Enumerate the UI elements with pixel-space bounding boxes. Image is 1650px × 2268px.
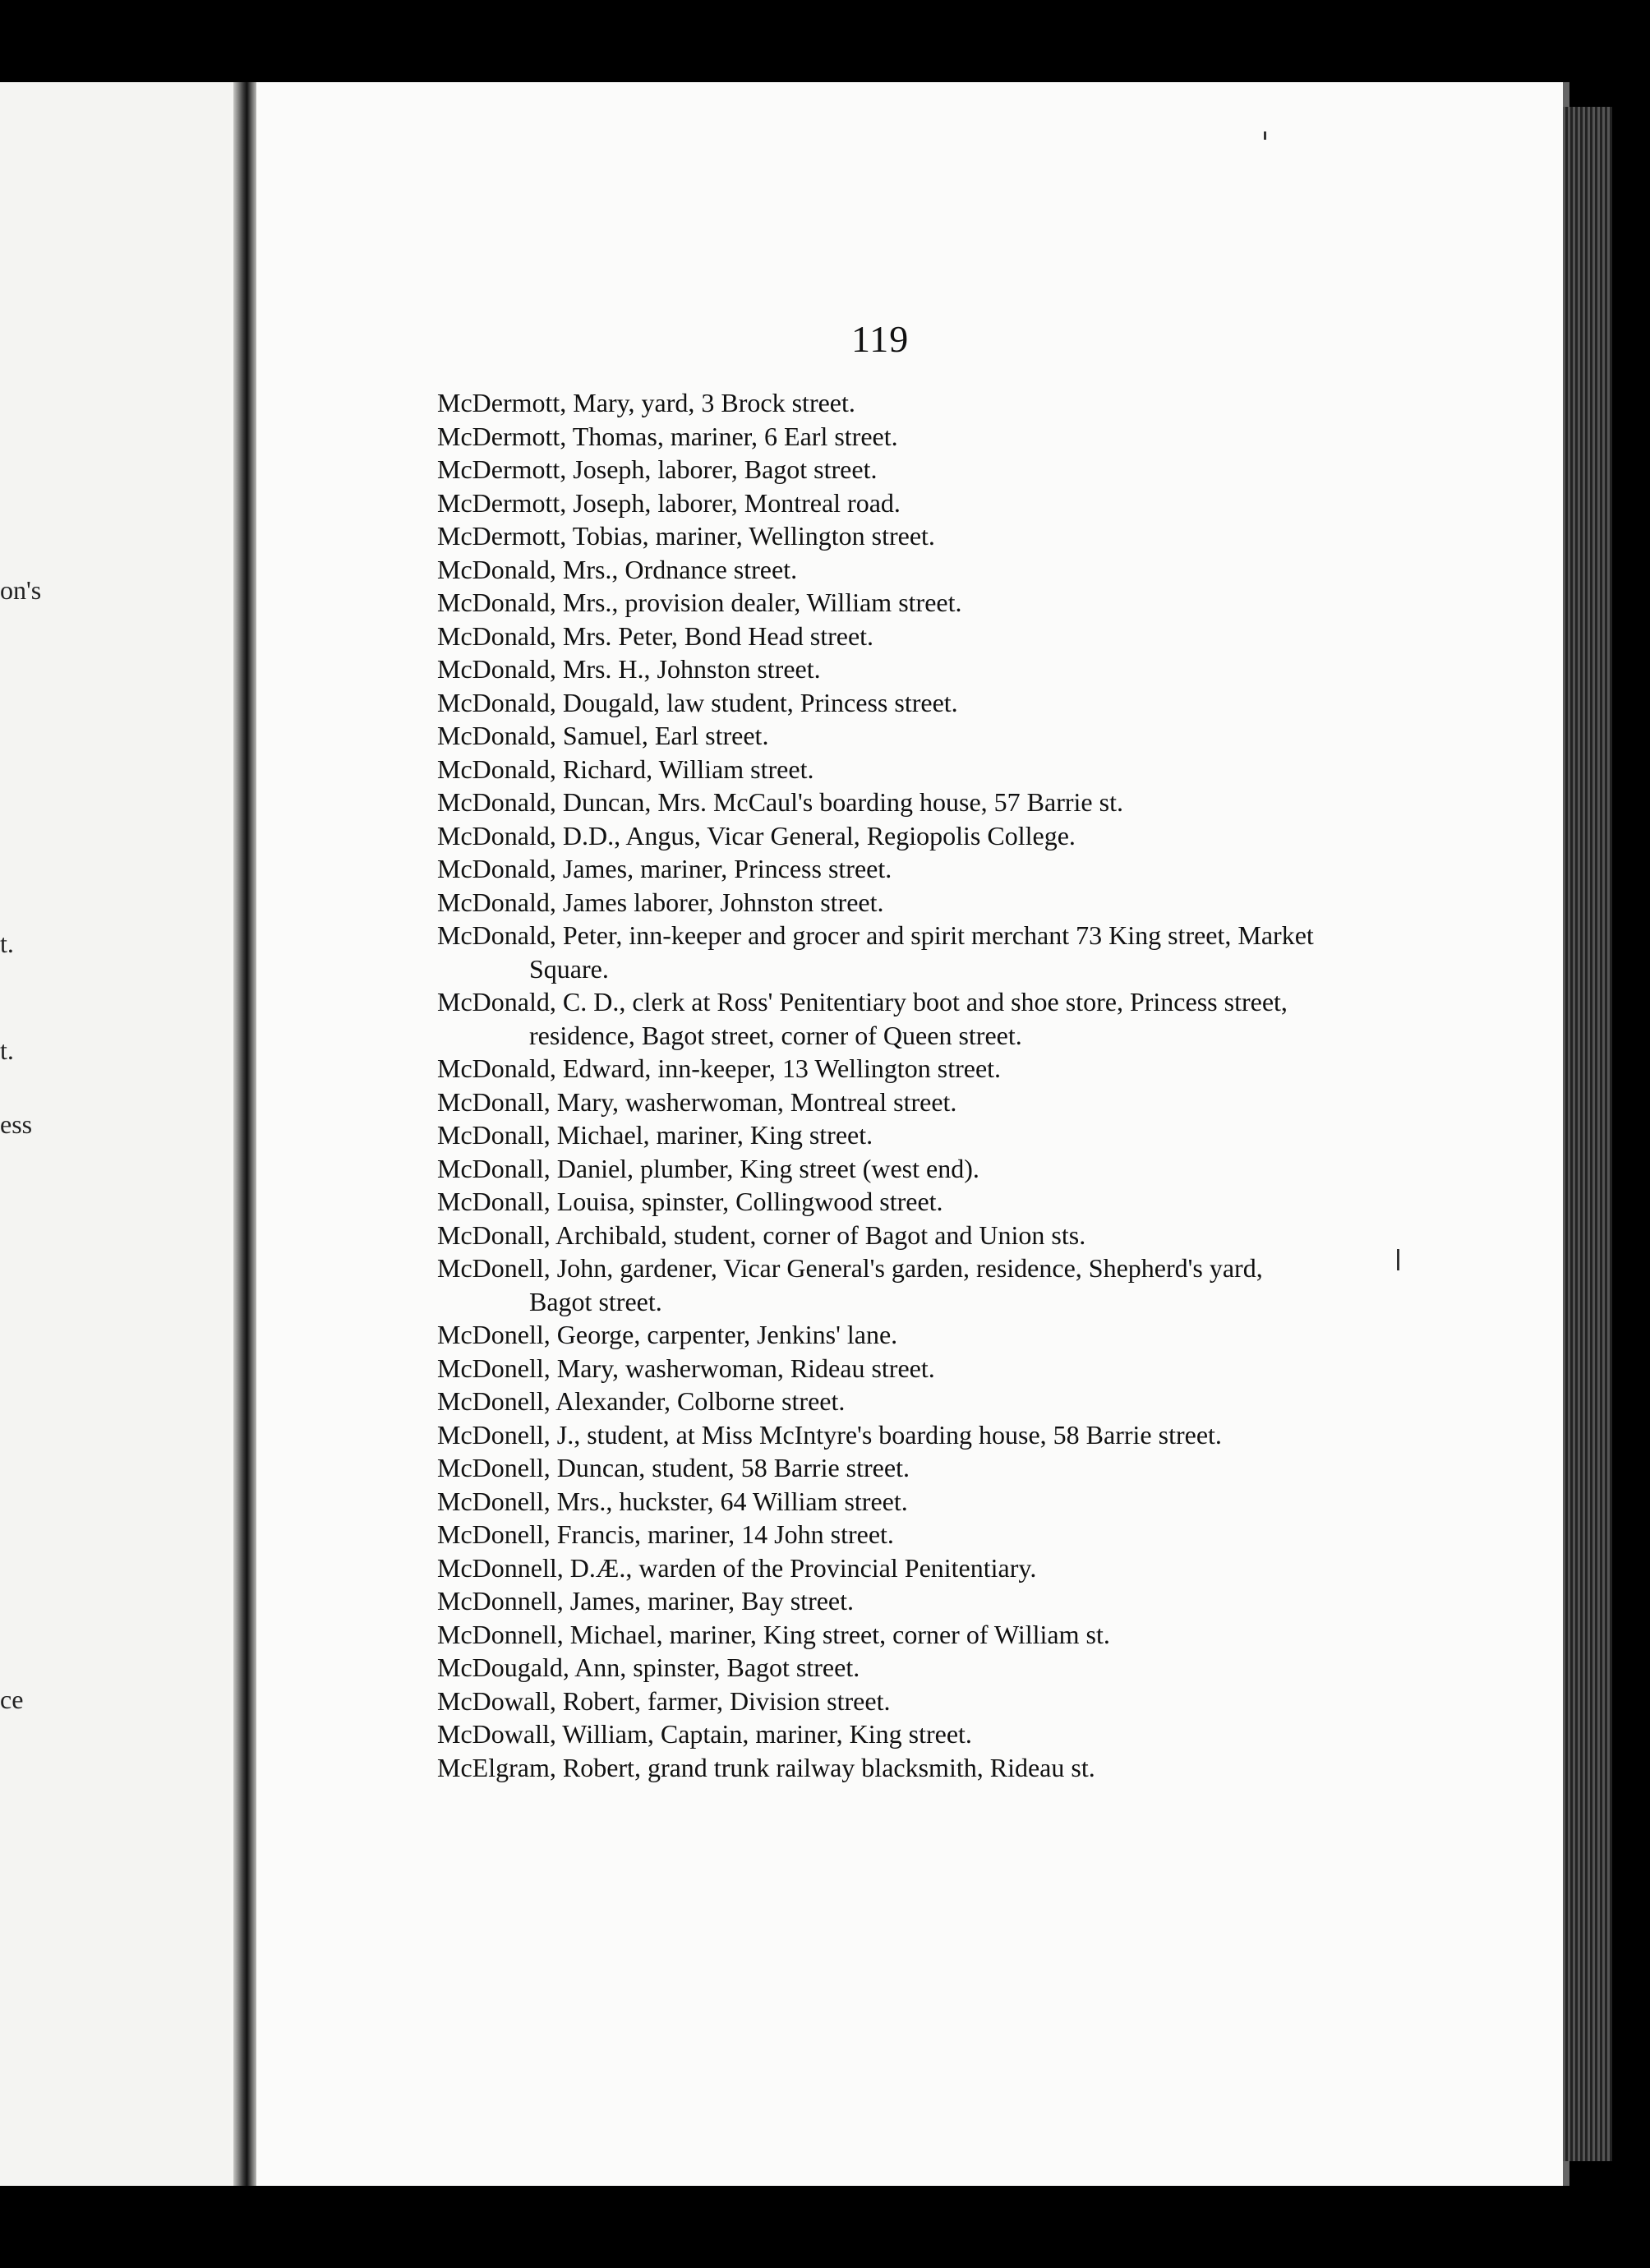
directory-entry: McDonall, Archibald, student, corner of Bagot and Union sts. (437, 1219, 1086, 1250)
directory-entry: McDowall, William, Captain, mariner, King street. (437, 1719, 972, 1749)
directory-entry: McDonell, Alexander, Colborne street. (437, 1386, 846, 1416)
directory-entry: McDonell, Duncan, student, 58 Barrie street. (437, 1453, 910, 1482)
directory-entry: McDonall, Mary, washerwoman, Montreal street. (437, 1086, 957, 1117)
page-number: 119 (851, 318, 910, 360)
directory-entry: McDonald, C. D., clerk at Ross' Penitentiary boot and shoe store, Princess street, residence, Bagot street, corner of Queen street. (437, 987, 1288, 1050)
directory-entry: McDermott, Joseph, laborer, Montreal road. (437, 487, 901, 518)
directory-entry: McDonald, James laborer, Johnston street. (437, 887, 884, 917)
directory-entry: McDonald, Mrs., Ordnance street. (437, 554, 798, 584)
directory-listing (437, 386, 1325, 1784)
left-margin-text-1: on's (0, 575, 42, 605)
directory-entry: McDonald, Edward, inn-keeper, 13 Wellington street. (437, 1053, 1002, 1083)
directory-entry: McDermott, Mary, yard, 3 Brock street. (437, 388, 855, 417)
directory-entry: McDonell, Mrs., huckster, 64 William street. (437, 1486, 908, 1516)
directory-entry: McDonald, Richard, William street. (437, 754, 814, 784)
directory-entry: McDonell, Mary, washerwoman, Rideau street. (437, 1353, 935, 1383)
directory-entry: McDonald, Peter, inn-keeper and grocer and spirit merchant 73 King street, Market Square. (437, 920, 1314, 984)
book-gutter (233, 82, 258, 2186)
left-margin-text-3: t. (0, 1035, 14, 1065)
directory-entry: McDermott, Joseph, laborer, Bagot street. (437, 454, 878, 484)
ink-speck (1264, 131, 1266, 140)
left-margin-text-4: ess (0, 1109, 33, 1139)
directory-entry: McDonall, Louisa, spinster, Collingwood street. (437, 1187, 943, 1216)
directory-entry: McDonald, D.D., Angus, Vicar General, Regiopolis College. (437, 820, 1076, 850)
directory-entry: McDonald, Dougald, law student, Princess street. (437, 687, 958, 717)
directory-entry: McDonall, Michael, mariner, King street. (437, 1120, 873, 1150)
directory-entry: McDowall, Robert, farmer, Division street. (437, 1685, 891, 1716)
left-page-edge (0, 82, 243, 2186)
left-margin-text-5: ce (0, 1685, 24, 1714)
directory-entry: McDougald, Ann, spinster, Bagot street. (437, 1653, 860, 1682)
ink-mark (1397, 1249, 1399, 1270)
directory-entry: McDermott, Thomas, mariner, 6 Earl street. (437, 421, 898, 451)
directory-entry: McDonald, Duncan, Mrs. McCaul's boarding house, 57 Barrie st. (437, 787, 1123, 817)
directory-entry: McDonell, J., student, at Miss McIntyre's boarding house, 58 Barrie street. (437, 1419, 1222, 1450)
directory-entry: McDonald, James, mariner, Princess street. (437, 854, 892, 883)
directory-entry: McDonell, George, carpenter, Jenkins' lane. (437, 1320, 898, 1349)
directory-entry: McDonnell, James, mariner, Bay street. (437, 1586, 855, 1616)
directory-entry: McDonald, Mrs. Peter, Bond Head street. (437, 620, 874, 651)
directory-entry: McDonall, Daniel, plumber, King street (west end). (437, 1153, 979, 1183)
page-edges (1563, 107, 1612, 2161)
directory-entry: McDonald, Mrs., provision dealer, William street. (437, 588, 962, 617)
directory-entry: McDonald, Samuel, Earl street. (437, 721, 769, 750)
directory-entry: McDonnell, D.Æ., warden of the Provincial Penitentiary. (437, 1552, 1037, 1583)
directory-entry: McDonnell, Michael, mariner, King street, corner of William st. (437, 1619, 1110, 1649)
left-margin-text-2: t. (0, 929, 14, 958)
directory-entry: McDonell, Francis, mariner, 14 John street. (437, 1519, 894, 1549)
directory-entry: McDonald, Mrs. H., Johnston street. (437, 654, 821, 684)
directory-entry: McElgram, Robert, grand trunk railway blacksmith, Rideau st. (437, 1752, 1095, 1782)
directory-entry: McDermott, Tobias, mariner, Wellington street. (437, 521, 935, 551)
directory-entry: McDonell, John, gardener, Vicar General's garden, residence, Shepherd's yard, Bagot street. (437, 1253, 1263, 1316)
